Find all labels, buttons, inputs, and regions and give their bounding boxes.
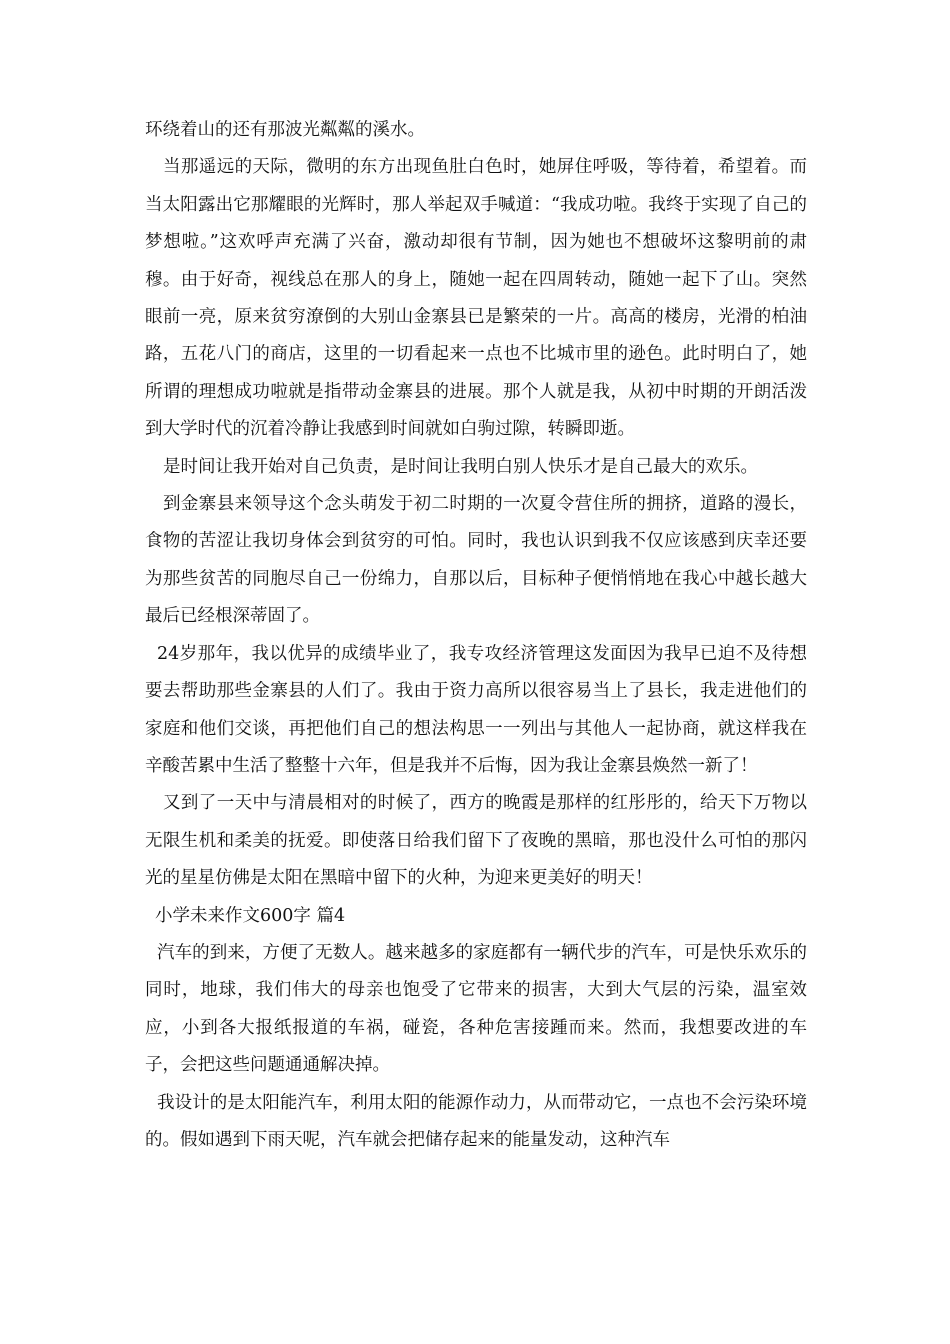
paragraph: 我设计的是太阳能汽车，利用太阳的能源作动力，从而带动它，一点也不会污染环境的。假如遇到下雨天呢，汽车就会把储存起来的能量发动，这种汽车 [145, 1092, 807, 1150]
paragraph: 到金寨县来领导这个念头萌发于初二时期的一次夏令营住所的拥挤，道路的漫长，食物的苦涩让我切身体会到贫穷的可怕。同时，我也认识到我不仅应该感到庆幸还要为那些贫苦的同胞尽自己一份绵力，自那以后，目标种子便悄悄地在我心中越长越大最后已经根深蒂固了。 [145, 494, 807, 627]
paragraph: 环绕着山的还有那波光粼粼的溪水。 [145, 120, 425, 140]
paragraph: 是时间让我开始对自己负责，是时间让我明白别人快乐才是自己最大的欢乐。 [163, 456, 758, 477]
paragraph: 当那遥远的天际，微明的东方出现鱼肚白色时，她屏住呼吸，等待着，希望着。而当太阳露出它那耀眼的光辉时，那人举起双手喊道：“我成功啦。我终于实现了自己的梦想啦。”这欢呼声充满了兴奋，激动却很有节制，因为她也不想破坏这黎明前的肃穆。由于好奇，视线总在那人的身上，随她一起在四周转动，随她一起下了山。突然眼前一亮，原来贫穷潦倒的大别山金寨县已是繁荣的一片。高高的楼房，光滑的柏油路，五花八门的商店，这里的一切看起来一点也不比城市里的逊色。此时明白了，她所谓的理想成功啦就是指带动金寨县的进展。那个人就是我，从初中时期的开朗活泼到大学时代的沉着冷静让我感到时间就如白驹过隙，转瞬即逝。 [145, 157, 807, 440]
document-body [145, 112, 807, 1159]
section-heading: 小学未来作文600字 篇4 [155, 905, 346, 926]
paragraph: 24岁那年，我以优异的成绩毕业了，我专攻经济管理这发面因为我早已迫不及待想要去帮助那些金寨县的人们了。我由于资力高所以很容易当上了县长，我走进他们的家庭和他们交谈，再把他们自己的想法构思一一列出与其他人一起协商，就这样我在辛酸苦累中生活了整整十六年，但是我并不后悔，因为我让金寨县焕然一新了！ [145, 643, 807, 776]
paragraph: 汽车的到来，方便了无数人。越来越多的家庭都有一辆代步的汽车，可是快乐欢乐的同时，地球，我们伟大的母亲也饱受了它带来的损害，大到大气层的污染，温室效应，小到各大报纸报道的车祸，碰瓷，各种危害接踵而来。然而，我想要改进的车子，会把这些问题通通解决掉。 [145, 942, 807, 1076]
paragraph: 又到了一天中与清晨相对的时候了，西方的晚霞是那样的红彤彤的，给天下万物以无限生机和柔美的抚爱。即使落日给我们留下了夜晚的黑暗，那也没什么可怕的那闪光的星星仿佛是太阳在黑暗中留下的火种，为迎来更美好的明天！ [145, 793, 807, 889]
